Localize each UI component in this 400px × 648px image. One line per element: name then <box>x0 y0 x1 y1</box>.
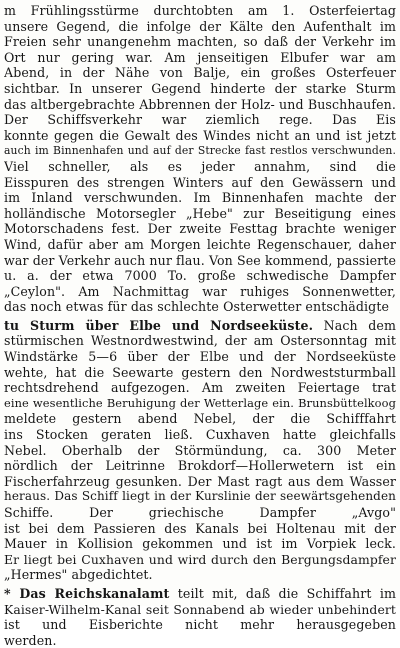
line-text: Freien sehr unangenehm machten, so daß der Verkehr im <box>4 34 396 50</box>
text-line <box>4 396 396 412</box>
text-line <box>4 365 396 381</box>
line-text: Nach dem <box>313 317 396 333</box>
line-text: teilt mit, daß die Schiffahrt im <box>169 585 396 601</box>
bold-lead-in: tu Sturm über Elbe und Nordseeküste. <box>4 317 314 333</box>
line-text: eine wesentliche Beruhigung der Wetterlage ein. Brunsbüttelkoog <box>4 395 396 410</box>
line-text: u. a. der etwa 7000 To. große schwedische Dampfer <box>4 268 396 284</box>
text-line <box>4 521 396 537</box>
line-text: „Ceylon". Am Nachmittag war ruhiges Sonnenwetter, <box>4 283 396 299</box>
article-paragraph <box>4 318 396 583</box>
text-line <box>4 159 396 175</box>
text-line <box>4 552 396 568</box>
line-text: das altbergebrachte Abbrennen der Holz- und Buschhaufen. <box>4 96 396 112</box>
text-line <box>4 505 396 521</box>
line-text: sichtbar. In unserer Gegend hinderte der starke Sturm <box>4 80 396 96</box>
article-paragraph <box>4 586 396 648</box>
text-line <box>4 489 396 505</box>
line-text: ins Stocken geraten ließ. Cuxhaven hatte gleichfalls <box>4 427 396 443</box>
text-line <box>4 175 396 191</box>
line-text: ist und Eisberichte nicht mehr herausgegeben <box>4 617 396 633</box>
text-line <box>4 633 396 648</box>
line-text: auch im Binnenhafen und auf der Strecke fast restlos verschwunden. <box>4 144 396 158</box>
text-line <box>4 19 396 35</box>
line-text: unsere Gegend, die infolge der Kälte den Aufenthalt im <box>4 18 396 34</box>
text-line <box>4 586 396 602</box>
line-text: Kaiser-Wilhelm-Kanal seit Sonnabend ab wieder unbehindert <box>4 601 396 617</box>
text-line <box>4 143 396 159</box>
text-line <box>4 128 396 144</box>
line-text: nördlich der Leitrinne Brokdorf—Hollerwetern ist ein <box>4 458 396 474</box>
line-text: Er liegt bei Cuxhaven und wird durch den Bergungsdampfer <box>4 551 396 567</box>
line-text: Ort nur gering war. Am jenseitigen Elbufer war am <box>4 49 396 65</box>
article-paragraph <box>4 3 396 315</box>
line-text: heraus. Das Schiff liegt in der Kurslinie der seewärtsgehenden <box>4 489 396 504</box>
line-text: meldete gestern abend Nebel, der die Schifffahrt <box>4 411 396 427</box>
line-text: Wind, dafür aber am Morgen leichte Regenschauer, daher <box>4 236 396 252</box>
text-line <box>4 458 396 474</box>
line-text: Fischerfahrzeug gesunken. Der Mast ragt aus dem Wasser <box>4 473 396 489</box>
text-line <box>4 34 396 50</box>
text-line <box>4 474 396 490</box>
line-text: das noch etwas für das schlechte Osterwetter entschädigte <box>4 299 390 315</box>
line-text: m Frühlingsstürme durchtobten am 1. Osterfeiertag <box>4 3 396 18</box>
line-text: war der Verkehr auch nur flau. Von See kommend, passierte <box>4 252 396 268</box>
text-line <box>4 536 396 552</box>
text-line <box>4 318 396 334</box>
text-line <box>4 65 396 81</box>
text-line <box>4 349 396 365</box>
line-text: Nebel. Oberhalb der Störmündung, ca. 300 Meter <box>4 442 396 458</box>
line-text: ist bei dem Passieren des Kanals bei Holtenau mit der <box>4 520 396 536</box>
line-text: wehte, hat die Seewarte gestern den Nordweststurmball <box>4 364 396 380</box>
text-line <box>4 411 396 427</box>
line-text: Schiffe. Der griechische Dampfer „Avgo" <box>4 505 396 520</box>
line-text: rechtsdrehend aufgezogen. Am zweiten Feiertage trat <box>4 380 396 396</box>
line-text: Viel schneller, als es jeder annahm, sind die <box>4 158 396 174</box>
text-line <box>4 617 396 633</box>
line-text: Eisspuren des strengen Winters auf den Gewässern und <box>4 174 396 190</box>
line-text: werden. <box>4 632 57 648</box>
text-line <box>4 221 396 237</box>
text-line <box>4 268 396 284</box>
text-line <box>4 190 396 206</box>
text-line <box>4 206 396 222</box>
text-line <box>4 253 396 269</box>
text-line <box>4 81 396 97</box>
line-text: „Hermes" abgedichtet. <box>4 567 153 583</box>
text-line <box>4 427 396 443</box>
text-line <box>4 443 396 459</box>
text-line <box>4 380 396 396</box>
line-text: Abend, in der Nähe von Balje, ein großes Osterfeuer <box>4 65 396 81</box>
line-text: Der Schiffsverkehr war ziemlich rege. Das Eis <box>4 112 396 128</box>
text-line <box>4 333 396 349</box>
line-text: Windstärke 5—6 über der Elbe und der Nordseeküste <box>4 349 396 365</box>
text-line <box>4 3 396 19</box>
text-line <box>4 567 396 583</box>
line-text: konnte gegen die Gewalt des Windes nicht an und ist jetzt <box>4 127 396 143</box>
line-text: Mauer in Kollision gekommen und ist im Vorpiek leck. <box>4 536 396 552</box>
line-text: Motorschadens fest. Der zweite Festtag brachte weniger <box>4 221 396 237</box>
text-line <box>4 284 396 300</box>
text-line <box>4 50 396 66</box>
text-line <box>4 237 396 253</box>
text-line <box>4 299 396 315</box>
line-text: im Inland verschwunden. Im Binnenhafen machte der <box>4 190 396 206</box>
text-line <box>4 602 396 618</box>
line-text: stürmischen Westnordwestwind, der am Ostersonntag mit <box>4 333 396 349</box>
line-text: holländische Motorsegler „Hebe" zur Beseitigung eines <box>4 205 396 221</box>
text-line <box>4 112 396 128</box>
text-line <box>4 97 396 113</box>
article-column <box>4 3 396 648</box>
bold-lead-in: * Das Reichskanalamt <box>4 585 170 601</box>
